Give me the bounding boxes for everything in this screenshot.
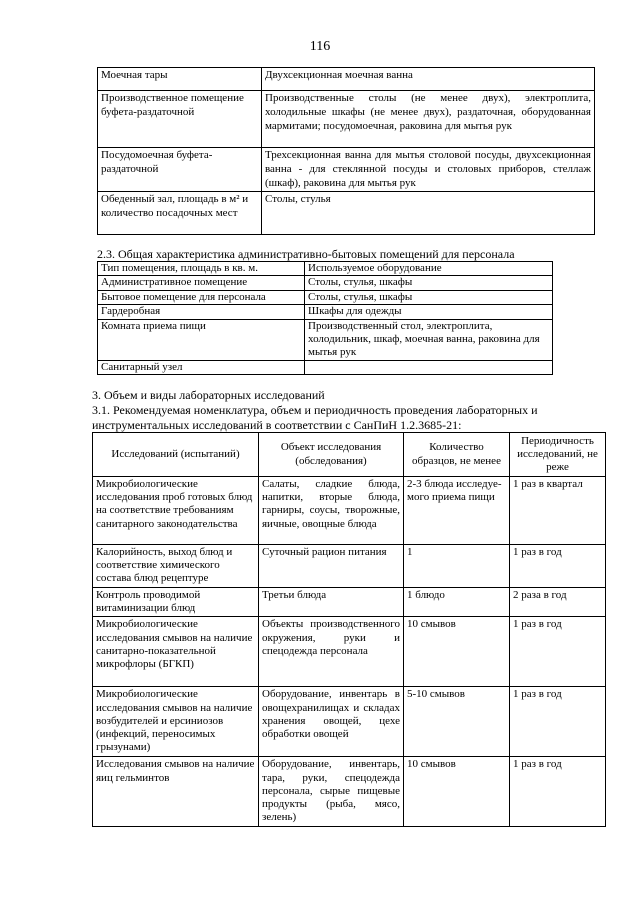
subsection-heading: инструментальных исследований в соответствии с СанПиН 1.2.3685-21: <box>92 418 462 432</box>
table-row <box>93 687 606 757</box>
lab-research-table <box>92 432 606 827</box>
column-header: Используемое оборудование <box>305 262 553 276</box>
column-header: Периодичность исследований, не реже <box>510 433 606 477</box>
table-header-row <box>93 433 606 477</box>
period-cell: 2 раза в год <box>510 588 606 617</box>
table-row <box>93 545 606 588</box>
table-row <box>98 319 553 360</box>
object-cell: Оборудование, инвентарь, тара, руки, спецодежда персонала, сырые пищевые продукты (рыба, мясо, зелень) <box>259 757 404 827</box>
period-cell: 1 раз в квартал <box>510 477 606 545</box>
object-cell: Суточный рацион питания <box>259 545 404 588</box>
room-cell: Гардеробная <box>98 305 305 319</box>
table-header-row <box>98 262 553 276</box>
object-cell: Третьи блюда <box>259 588 404 617</box>
table-row <box>98 91 595 148</box>
table-row <box>98 148 595 192</box>
premises-table <box>97 67 595 235</box>
count-cell: 1 блюдо <box>404 588 510 617</box>
period-cell: 1 раз в год <box>510 617 606 687</box>
table-row <box>98 276 553 290</box>
equipment-cell: Двухсекционная моечная ванна <box>262 68 595 91</box>
subsection-heading: 3.1. Рекомендуемая номенклатура, объем и периодичность проведения лабораторных и <box>92 403 538 417</box>
test-cell: Калорийность, выход блюд и соответствие химического состава блюд рецептуре <box>93 545 259 588</box>
table-row <box>93 757 606 827</box>
room-cell: Моечная тары <box>98 68 262 91</box>
equipment-cell: Столы, стулья <box>262 192 595 235</box>
room-cell: Комната приема пищи <box>98 319 305 360</box>
count-cell: 1 <box>404 545 510 588</box>
period-cell: 1 раз в год <box>510 545 606 588</box>
room-cell: Посудомоечная буфета-раздаточной <box>98 148 262 192</box>
table-row <box>93 588 606 617</box>
table-row <box>98 68 595 91</box>
count-cell: 2-3 блюда исследуе-мого приема пищи <box>404 477 510 545</box>
section-heading: 2.3. Общая характеристика административно-бытовых помещений для персонала <box>97 247 515 261</box>
table-row <box>93 477 606 545</box>
column-header: Количество образцов, не менее <box>404 433 510 477</box>
column-header: Объект исследования (обследования) <box>259 433 404 477</box>
column-header: Исследований (испытаний) <box>93 433 259 477</box>
equipment-cell: Трехсекционная ванна для мытья столовой посуды, двухсекционная ванна - для стеклянной посуды и столовых приборов, стеллаж (шкаф), раковина для мытья рук <box>262 148 595 192</box>
staff-premises-table <box>97 261 553 375</box>
equipment-cell: Производственный стол, электроплита, холодильник, шкаф, моечная ванна, раковина для мытья рук <box>305 319 553 360</box>
page-number: 116 <box>309 39 331 54</box>
table-row <box>98 192 595 235</box>
room-cell: Бытовое помещение для персонала <box>98 290 305 304</box>
period-cell: 1 раз в год <box>510 687 606 757</box>
room-cell: Производственное помещение буфета-раздаточной <box>98 91 262 148</box>
count-cell: 10 смывов <box>404 617 510 687</box>
table-row <box>98 290 553 304</box>
equipment-cell: Производственные столы (не менее двух), электроплита, холодильные шкафы (не менее двух), раздаточная, оборудованная мармитами; посудомоечная, раковина для мытья рук <box>262 91 595 148</box>
period-cell: 1 раз в год <box>510 757 606 827</box>
table-row <box>98 360 553 374</box>
section-heading: 3. Объем и виды лабораторных исследований <box>92 388 325 402</box>
object-cell: Объекты производственного окружения, руки и спецодежда персонала <box>259 617 404 687</box>
count-cell: 5-10 смывов <box>404 687 510 757</box>
test-cell: Микробиологические исследования смывов на наличие санитарно-показательной микрофлоры (БГКП) <box>93 617 259 687</box>
count-cell: 10 смывов <box>404 757 510 827</box>
table-row <box>93 617 606 687</box>
room-cell: Санитарный узел <box>98 360 305 374</box>
object-cell: Оборудование, инвентарь в овощехранилищах и складах хранения овощей, цехе обработки овощей <box>259 687 404 757</box>
equipment-cell <box>305 360 553 374</box>
column-header: Тип помещения, площадь в кв. м. <box>98 262 305 276</box>
test-cell: Микробиологические исследования смывов на наличие возбудителей и ерсиниозов (инфекций, переносимых грызунами) <box>93 687 259 757</box>
test-cell: Исследования смывов на наличие яиц гельминтов <box>93 757 259 827</box>
equipment-cell: Шкафы для одежды <box>305 305 553 319</box>
room-cell: Административное помещение <box>98 276 305 290</box>
equipment-cell: Столы, стулья, шкафы <box>305 290 553 304</box>
test-cell: Микробиологические исследования проб готовых блюд на соответствие требованиям санитарного законодательства <box>93 477 259 545</box>
test-cell: Контроль проводимой витаминизации блюд <box>93 588 259 617</box>
room-cell: Обеденный зал, площадь в м² и количество посадочных мест <box>98 192 262 235</box>
equipment-cell: Столы, стулья, шкафы <box>305 276 553 290</box>
table-row <box>98 305 553 319</box>
object-cell: Салаты, сладкие блюда, напитки, вторые блюда, гарниры, соусы, творожные, яичные, овощные блюда <box>259 477 404 545</box>
